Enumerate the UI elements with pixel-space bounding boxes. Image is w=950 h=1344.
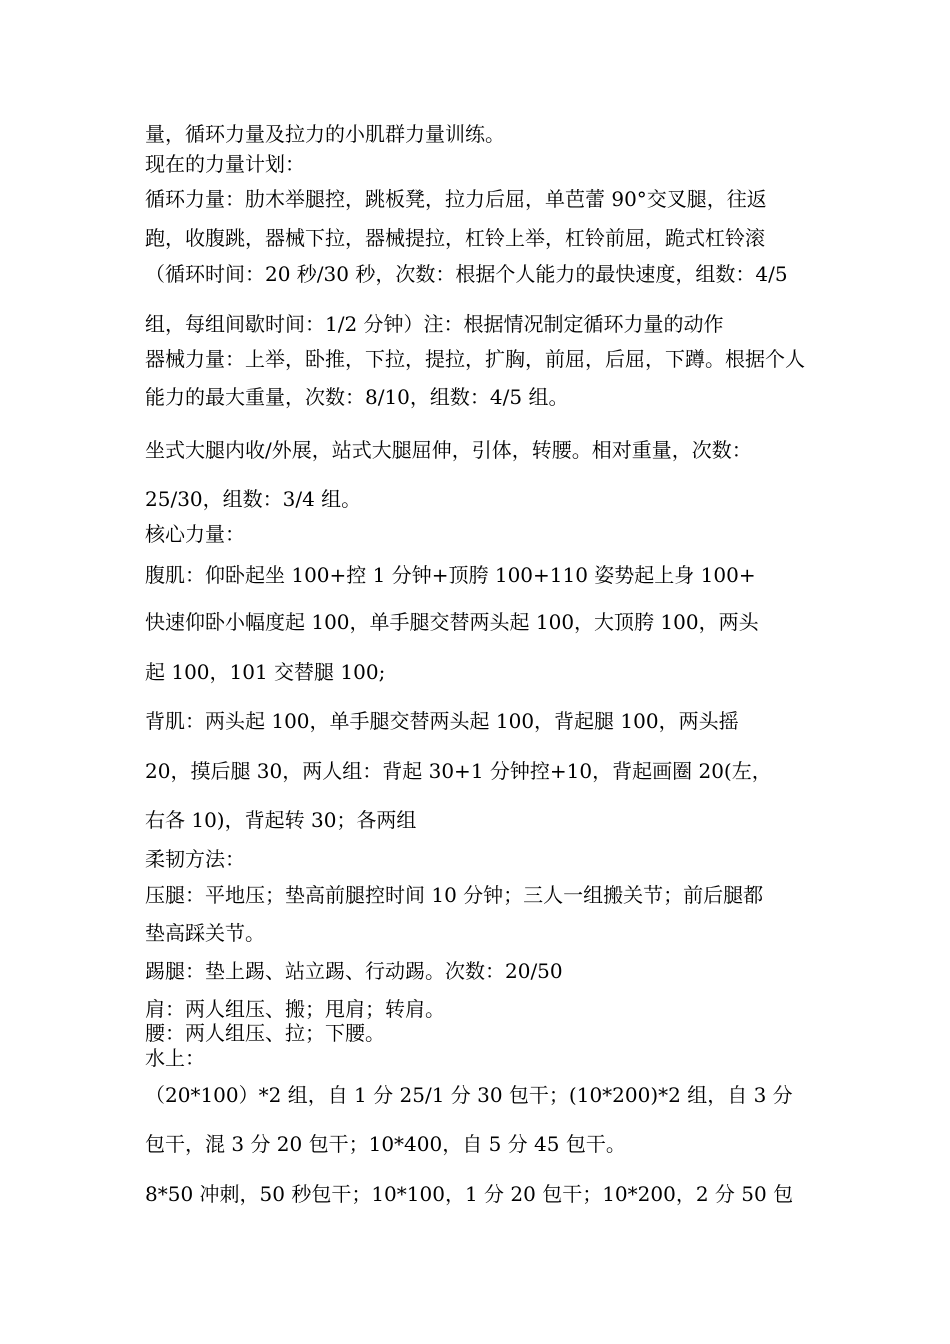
text-line: 核心力量： xyxy=(145,522,245,546)
text-line: 起 100，101 交替腿 100; xyxy=(145,660,386,684)
text-line: 肩：两人组压、搬；甩肩；转肩。 xyxy=(145,997,445,1021)
text-line: 快速仰卧小幅度起 100，单手腿交替两头起 100，大顶胯 100，两头 xyxy=(145,610,759,634)
text-line: 25/30，组数：3/4 组。 xyxy=(145,487,362,511)
text-line: 背肌：两头起 100，单手腿交替两头起 100，背起腿 100，两头摇 xyxy=(145,709,739,733)
text-line: 腰：两人组压、拉；下腰。 xyxy=(145,1021,385,1045)
text-line: 8*50 冲刺，50 秒包干；10*100，1 分 20 包干；10*200，2 分 50 包 xyxy=(145,1182,794,1206)
text-line: 腹肌：仰卧起坐 100+控 1 分钟+顶胯 100+110 姿势起上身 100+ xyxy=(145,563,756,587)
text-line: 量，循环力量及拉力的小肌群力量训练。 xyxy=(145,122,505,146)
text-line: 坐式大腿内收/外展，站式大腿屈伸，引体，转腰。相对重量，次数： xyxy=(145,438,752,462)
text-line: 跑，收腹跳，器械下拉，器械提拉，杠铃上举，杠铃前屈，跪式杠铃滚 xyxy=(145,226,765,250)
text-line: 右各 10)，背起转 30；各两组 xyxy=(145,808,417,832)
text-line: 现在的力量计划： xyxy=(145,152,305,176)
text-line: 压腿：平地压；垫高前腿控时间 10 分钟；三人一组搬关节；前后腿都 xyxy=(145,883,764,907)
text-line: 组，每组间歇时间：1/2 分钟）注：根据情况制定循环力量的动作 xyxy=(145,312,724,336)
text-line: 能力的最大重量，次数：8/10，组数：4/5 组。 xyxy=(145,385,569,409)
text-line: 包干，混 3 分 20 包干；10*400，自 5 分 45 包干。 xyxy=(145,1132,626,1156)
text-line: 循环力量：肋木举腿控，跳板凳，拉力后屈，单芭蕾 90°交叉腿，往返 xyxy=(145,187,767,211)
text-line: 器械力量：上举，卧推，下拉，提拉，扩胸，前屈，后屈，下蹲。根据个人 xyxy=(145,347,805,371)
text-line: 柔韧方法： xyxy=(145,847,245,871)
text-line: 垫高踩关节。 xyxy=(145,921,265,945)
text-line: 20，摸后腿 30，两人组：背起 30+1 分钟控+10，背起画圈 20(左， xyxy=(145,759,772,783)
text-line: 水上： xyxy=(145,1046,205,1070)
text-line: 踢腿：垫上踢、站立踢、行动踢。次数：20/50 xyxy=(145,959,563,983)
text-line: （20*100）*2 组，自 1 分 25/1 分 30 包干；(10*200)*2 组，自 3 分 xyxy=(145,1083,793,1107)
text-line: （循环时间：20 秒/30 秒，次数：根据个人能力的最快速度，组数：4/5 xyxy=(145,262,788,286)
